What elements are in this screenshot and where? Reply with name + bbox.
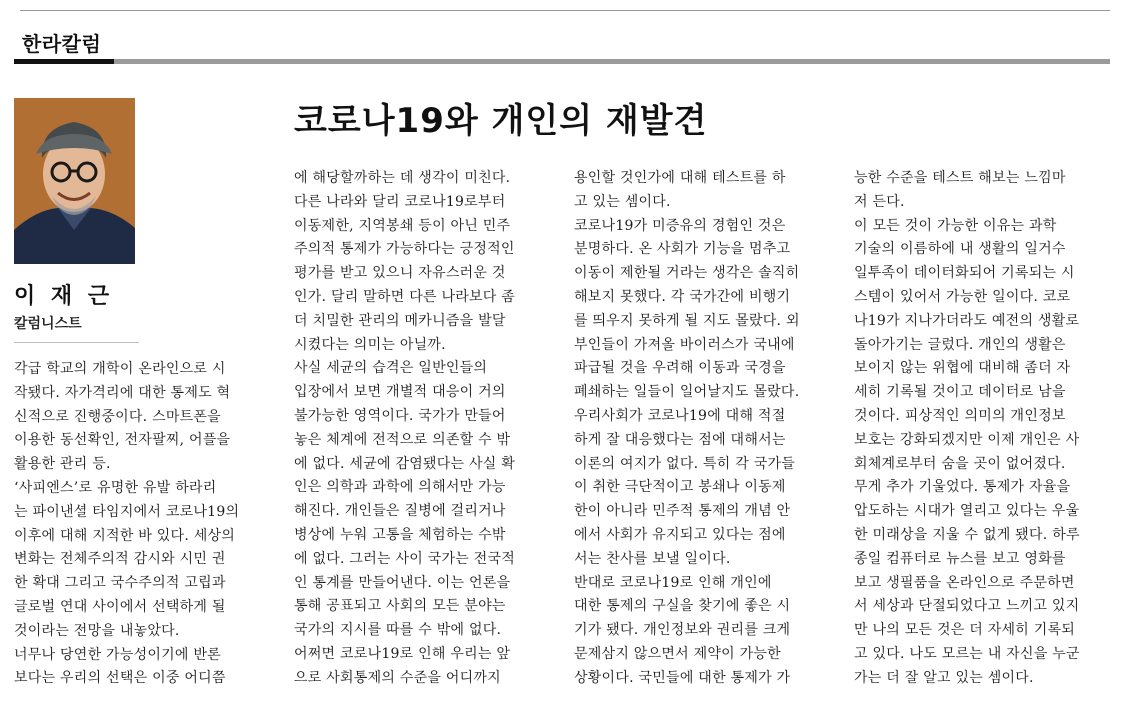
author-divider xyxy=(14,342,139,343)
text-line: 어쩌면 코로나19로 인해 우리는 앞 xyxy=(294,645,511,662)
text-line: 에서 사회가 유지되고 있다는 점에 xyxy=(574,526,786,543)
text-line: 종일 컴퓨터로 뉴스를 보고 영화를 xyxy=(854,550,1066,567)
section-header-accent xyxy=(14,59,114,64)
article-column-2 xyxy=(294,167,550,702)
author-role: 칼럼니스트 xyxy=(14,316,82,332)
text-line: 서 세상과 단절되었다고 느끼고 있지 xyxy=(854,598,1080,615)
article-column-4 xyxy=(854,167,1112,702)
text-line: 이후에 대해 지적한 바 있다. 세상의 xyxy=(14,527,236,544)
text-line: 이 취한 극단적이고 봉쇄나 이동제 xyxy=(574,479,786,496)
text-line: 입장에서 보면 개별적 대응이 거의 xyxy=(294,384,506,401)
text-line: 너무나 당연한 가능성이기에 반론 xyxy=(14,646,221,663)
text-line: 보이지 않는 위협에 대비해 좀더 자 xyxy=(854,360,1071,377)
text-line: 기가 됐다. 개인정보와 권리를 크게 xyxy=(574,622,791,639)
text-line: 를 띄우지 못하게 될 지도 몰랐다. 외 xyxy=(574,312,800,329)
text-line: 평가를 받고 있으니 자유스러운 것 xyxy=(294,265,506,282)
text-line: 시켰다는 의미는 아닐까. xyxy=(294,336,446,353)
text-line: 우리사회가 코로나19에 대해 적절 xyxy=(574,407,786,424)
text-line: 스템이 있어서 가능한 일이다. 코로 xyxy=(854,288,1071,305)
text-line: 보고 생필품을 온라인으로 주문하면 xyxy=(854,574,1075,591)
text-line: 압도하는 시대가 열리고 있다는 우울 xyxy=(854,503,1080,520)
text-line: 것이라는 전망을 내놓았다. xyxy=(14,622,180,639)
text-line: 신적으로 진행중이다. 스마트폰을 xyxy=(14,408,221,425)
text-line: 한 확대 그리고 국수주의적 고립과 xyxy=(14,575,226,592)
text-line: 국가의 지시를 따를 수 밖에 없다. xyxy=(294,622,502,639)
article-column-1 xyxy=(14,358,272,703)
text-line: 주의적 통제가 가능하다는 긍정적인 xyxy=(294,241,515,258)
text-line: 으로 사회통제의 수준을 어디까지 xyxy=(294,669,501,686)
text-line: 놓은 체계에 전적으로 의존할 수 밖 xyxy=(294,431,511,448)
text-line: 이용한 동선확인, 전자팔찌, 어플을 xyxy=(14,432,231,449)
text-line: 만 나의 모든 것은 더 자세히 기록되 xyxy=(854,622,1076,639)
text-line: 상황이다. 국민들에 대한 통제가 가 xyxy=(574,669,791,686)
text-line: 에 없다. 세균에 감염됐다는 사실 확 xyxy=(294,455,516,472)
text-line: 대한 통제의 구실을 찾기에 좋은 시 xyxy=(574,598,791,615)
text-line: 병상에 누워 고통을 체험하는 수밖 xyxy=(294,526,506,543)
section-title: 한라칼럼 xyxy=(22,32,102,56)
text-line: 더 치밀한 관리의 메카니즘을 발달 xyxy=(294,312,506,329)
text-line: 보다는 우리의 선택은 이중 어디쯤 xyxy=(14,670,226,687)
text-line: 용인할 것인가에 대해 테스트를 하 xyxy=(574,170,786,186)
text-line: 반대로 코로나19로 인해 개인에 xyxy=(574,574,772,591)
text-line: 작됐다. 자가격리에 대한 통제도 혁 xyxy=(14,384,231,401)
text-line: 코로나19가 미증유의 경험인 것은 xyxy=(574,217,786,234)
text-line: 나19가 지나가더라도 예전의 생활로 xyxy=(854,312,1080,329)
text-line: 이동이 제한될 거라는 생각은 솔직히 xyxy=(574,265,800,282)
text-line: 폐쇄하는 일들이 일어날지도 몰랐다. xyxy=(574,384,800,401)
text-line: 서는 찬사를 보낼 일이다. xyxy=(574,550,731,567)
text-line: 한이 아니라 민주적 통제의 개념 안 xyxy=(574,503,791,520)
text-line: 인 통계를 만들어낸다. 이는 언론을 xyxy=(294,574,511,591)
text-line: 기술의 이름하에 내 생활의 일거수 xyxy=(854,241,1066,258)
text-line: 능한 수준을 테스트 해보는 느낌마 xyxy=(854,170,1066,186)
text-line: 하게 잘 대응했다는 점에 대해서는 xyxy=(574,431,786,448)
top-divider xyxy=(20,10,1110,11)
article-column-3 xyxy=(574,167,832,702)
text-line: 문제삼지 않으면서 제약이 가능한 xyxy=(574,645,781,662)
text-line: 변화는 전체주의적 감시와 시민 권 xyxy=(14,551,226,568)
text-line: 파급될 것을 우려해 이동과 국경을 xyxy=(574,360,786,377)
text-line: 분명하다. 온 사회가 기능을 멈추고 xyxy=(574,241,791,258)
text-line: 부인들이 가져올 바이러스가 국내에 xyxy=(574,336,795,353)
text-line: 해보지 못했다. 각 국가간에 비행기 xyxy=(574,288,791,305)
author-portrait-image xyxy=(14,98,135,264)
author-name: 이 재 근 xyxy=(14,284,114,309)
text-line: 보호는 강화되겠지만 이제 개인은 사 xyxy=(854,431,1080,448)
text-line: ‘사피엔스’로 유명한 유발 하라리 xyxy=(14,479,217,496)
text-line: 해진다. 개인들은 질병에 걸리거나 xyxy=(294,503,506,520)
text-line: 세히 기록될 것이고 데이터로 남을 xyxy=(854,384,1066,401)
text-line: 는 파이낸셜 타임지에서 코로나19의 xyxy=(14,503,240,520)
section-header-rule xyxy=(14,59,1110,64)
text-line: 저 든다. xyxy=(854,193,905,210)
text-line: 고 있는 셈이다. xyxy=(574,193,671,210)
text-line: 이 모든 것이 가능한 이유는 과학 xyxy=(854,217,1057,234)
text-line: 사실 세균의 습격은 일반인들의 xyxy=(294,360,488,377)
text-line: 돌아가기는 글렀다. 개인의 생활은 xyxy=(854,336,1066,353)
text-line: 불가능한 영역이다. 국가가 만들어 xyxy=(294,407,506,424)
text-line: 에 해당할까하는 데 생각이 미친다. xyxy=(294,170,511,186)
text-line: 고 있다. 나도 모르는 내 자신을 누군 xyxy=(854,645,1080,662)
text-line: 글로벌 연대 사이에서 선택하게 될 xyxy=(14,598,226,615)
author-photo xyxy=(14,98,135,264)
text-line: 에 없다. 그러는 사이 국가는 전국적 xyxy=(294,550,516,567)
text-line: 가는 더 잘 알고 있는 셈이다. xyxy=(854,669,1034,686)
text-line: 인은 의학과 과학에 의해서만 가능 xyxy=(294,479,506,496)
text-line: 통해 공표되고 사회의 모든 분야는 xyxy=(294,598,506,615)
text-line: 회체계로부터 숨을 곳이 없어졌다. xyxy=(854,455,1066,472)
article-headline: 코로나19와 개인의 재발견 xyxy=(294,101,708,141)
text-line: 이동제한, 지역봉쇄 등이 아닌 민주 xyxy=(294,217,511,234)
text-line: 일투족이 데이터화되어 기록되는 시 xyxy=(854,265,1075,282)
text-line: 각급 학교의 개학이 온라인으로 시 xyxy=(14,361,226,377)
text-line: 이론의 여지가 없다. 특히 각 국가들 xyxy=(574,455,796,472)
text-line: 활용한 관리 등. xyxy=(14,456,111,473)
text-line: 것이다. 피상적인 의미의 개인정보 xyxy=(854,407,1066,424)
text-line: 한 미래상을 지울 수 없게 됐다. 하루 xyxy=(854,526,1080,543)
text-line: 다른 나라와 달리 코로나19로부터 xyxy=(294,193,506,210)
text-line: 무게 추가 기울었다. 통제가 자율을 xyxy=(854,479,1071,496)
text-line: 인가. 달리 말하면 다른 나라보다 좀 xyxy=(294,288,516,305)
